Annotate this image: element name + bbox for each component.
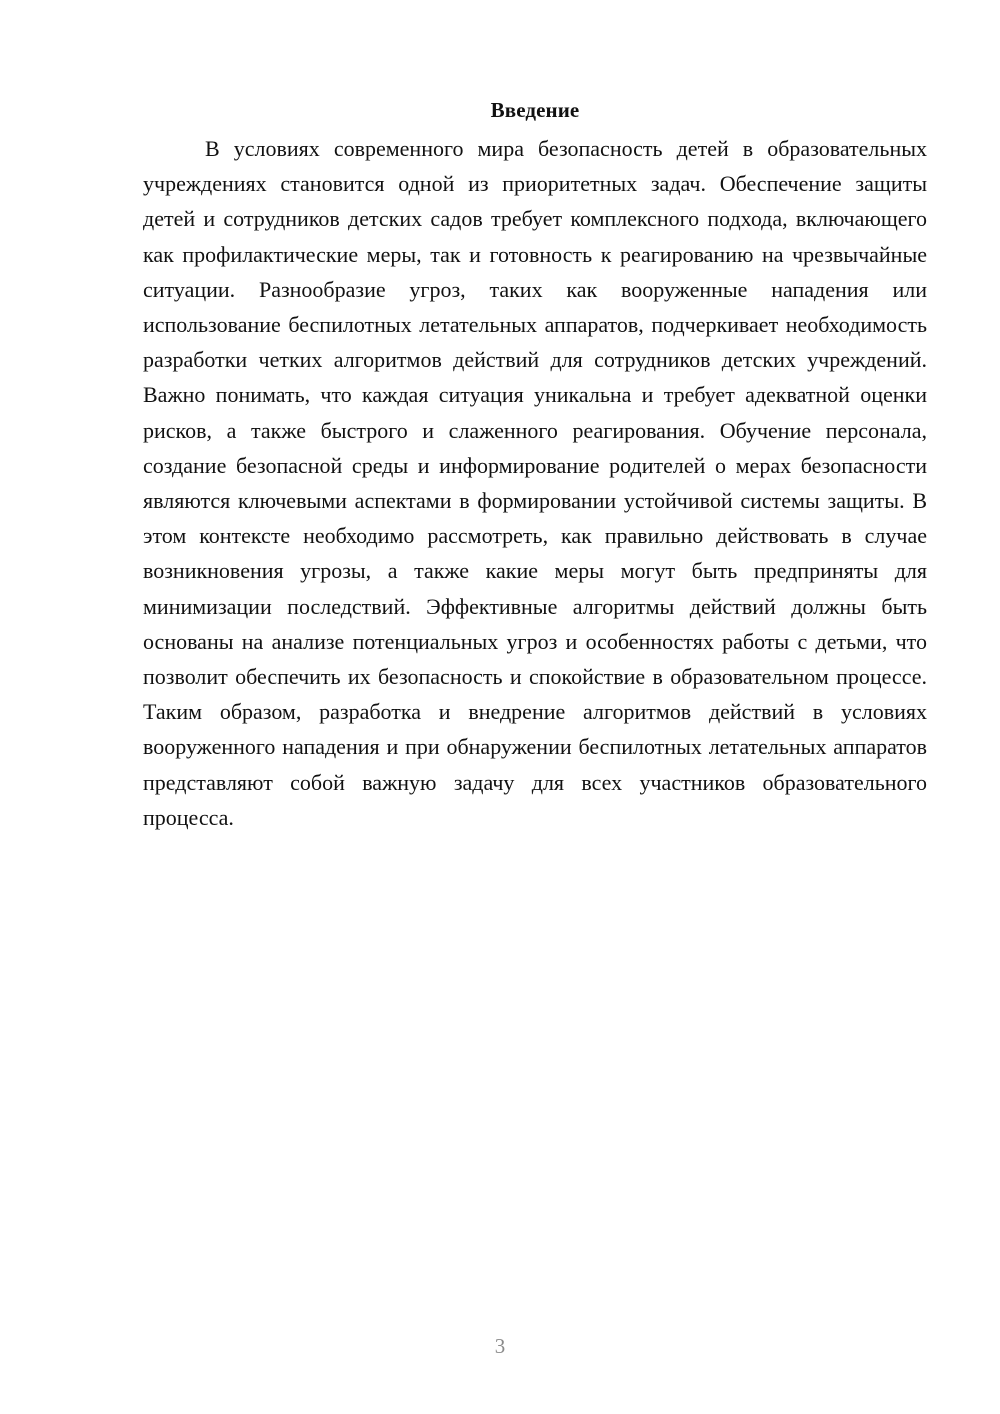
section-title: Введение bbox=[490, 98, 580, 122]
intro-paragraph: В условиях современного мира безопасность детей в образовательных учреждениях становится одной из приоритетных задач. Обеспечение защиты детей и сотрудников детских садов требует комплексного подхода, включающего как профилактические меры, так и готовность к реагированию на чрезвычайные ситуации. Разнообразие угроз, таких как вооруженные нападения или использование беспилотных летательных аппаратов, подчеркивает необходимость разработки четких алгоритмов действий для сотрудников детских учреждений. Важно понимать, что каждая ситуация уникальна и требует адекватной оценки рисков, а также быстрого и слаженного реагирования. Обучение персонала, создание безопасной среды и информирование родителей о мерах безопасности являются ключевыми аспектами в формировании устойчивой системы защиты. В этом контексте необходимо рассмотреть, как правильно действовать в случае возникновения угрозы, а также какие меры могут быть предприняты для минимизации последствий. Эффективные алгоритмы действий должны быть основаны на анализе потенциальных угроз и особенностях работы с детьми, что позволит обеспечить их безопасность и спокойствие в образовательном процессе. Таким образом, разработка и внедрение алгоритмов действий в условиях вооруженного нападения и при обнаружении беспилотных летательных аппаратов представляют собой важную задачу для всех участников образовательного процесса. bbox=[143, 136, 927, 830]
page-content bbox=[143, 94, 927, 835]
page-number: 3 bbox=[494, 1334, 506, 1358]
